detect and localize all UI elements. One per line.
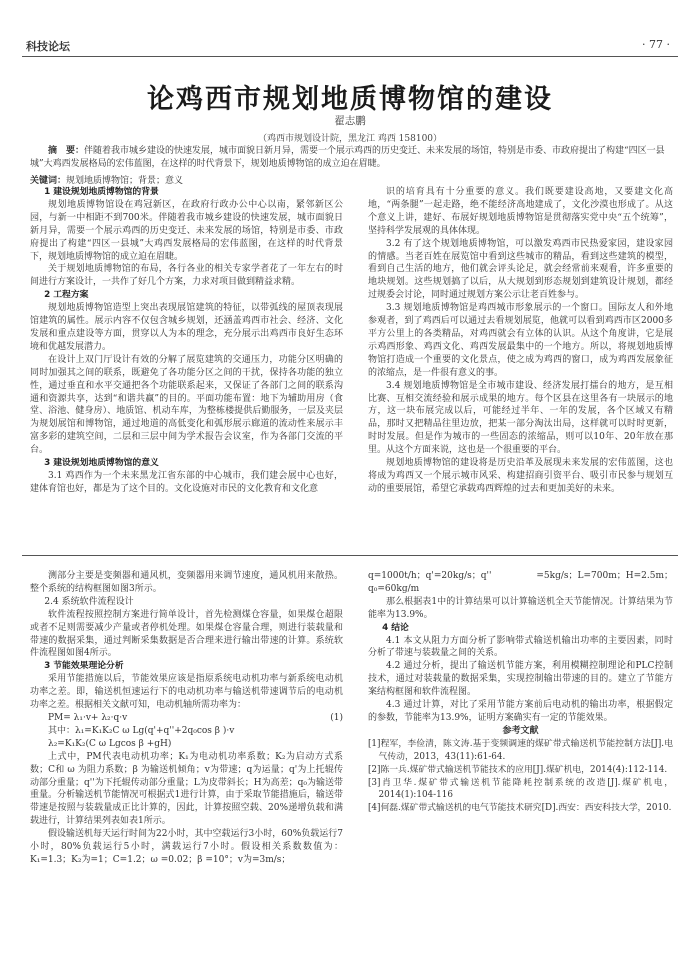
article-title: 论鸡西市规划地质博物馆的建设: [147, 84, 553, 115]
paragraph: 上式中，PM代表电动机功率；K₁为电动机功率系数；K₂为启动方式系数；C和 ω 为阻力系数；β 为输送机倾角；v为带速；q为运量；q'为上托辊传动部分重量；q''为下托辊传动部分重量；L为皮带斜长；H为高差；q₀为输送带重量。分析输送机节能情况可根据式1进行计算，由于采取节能措施后，输送带带速是按照与装载量成正比计算的，因此，计算按照空载、20%递增负载和满载进行，计算结果列表如表1所示。: [30, 751, 343, 827]
references-heading: 参考文献: [502, 725, 539, 736]
article-author: 翟志鹏: [334, 115, 366, 127]
journal-section-label: 科技论坛: [26, 40, 70, 53]
section-heading: 3 建设规划地质博物馆的意义: [44, 458, 159, 469]
author-affiliation: （鸡西市规划设计院，黑龙江 鸡西 158100）: [257, 134, 443, 144]
keywords: [30, 173, 183, 186]
paragraph: 3.1 鸡西作为一个未来黑龙江省东部的中心城市，我们建会展中心也好，建体育馆也好，都是为了这个目的。文化设施对市民的文化教育和文化意: [30, 470, 343, 494]
paragraph: 测部分主要是变频器和通风机，变频器用来调节速度，通风机用来散热。整个系统的结构框图如图3所示。: [30, 571, 343, 594]
header-rule: [22, 56, 678, 57]
reference-item: [3]肖卫华.煤矿带式输送机节能降耗控制系统的改造[J].煤矿机电，2014(1):104-116: [368, 777, 673, 801]
paragraph: 规划地质博物馆造型上突出表现展馆建筑的特征，以带弧线的屋顶表现展馆建筑的属性。展示内容不仅包含城乡规划，还涵盖鸡西市社会、经济、文化发展和重点建设等方面，贯穿以人为本的理念，充分展示出鸡西市良好生态环境和优越发展潜力。: [30, 303, 343, 352]
equation: [30, 712, 343, 725]
abstract-text: 伴随着我市城乡建设的快速发展，城市面貌日新月异，需要一个展示鸡西的历史变迁、未来发展的场馆，特别是市委、市政府提出了构建“四区一县城”大鸡西发展格局的宏伟蓝图，在这样的时代背景下，规划地质博物馆的成立迫在眉睫。: [30, 146, 665, 169]
article2-column-right: [368, 570, 673, 815]
keywords-label: 关键词：: [30, 176, 67, 186]
section-heading: 1 建设规划地质博物馆的背景: [44, 187, 159, 197]
abstract-label: 摘 要：: [48, 146, 85, 156]
subsection-heading: 2.4 系统软件流程设计: [44, 596, 134, 607]
keywords-text: 规划地质博物馆；背景；意义: [66, 176, 184, 186]
abstract: [30, 145, 672, 170]
article-column-left: [30, 186, 343, 496]
reference-item: [4]何磊.煤矿带式输送机的电气节能技术研究[D].西安：西安科技大学，2010.: [368, 803, 672, 814]
equation-number: (1): [330, 712, 343, 723]
paragraph: 采用节能措施以后，节能效果应该是指原系统电动机功率与新系统电动机功率之差。即，输送机恒速运行下的电动机功率与输送机带速调节后的电动机功率之差。根据相关文献可知，电动机轴所需功率为：: [30, 674, 343, 711]
equation-text: PM= λ₁·v+ λ₂·q·v: [48, 712, 128, 723]
paragraph: 规划地质博物馆的建设将是历史沿革及展现未来发展的宏伟蓝图，这也将成为鸡西又一个展示城市风采、构建招商引资平台、吸引市民参与规划互动的重要展馆，希望它承载鸡西辉煌的过去和更加美好的未来。: [368, 458, 673, 494]
paragraph: 3.2 有了这个规划地质博物馆，可以激发鸡西市民热爱家园，建设家园的情感。当老百姓在展览馆中看到这些城市的精品，看到这些建筑的模型，看到自己生活的地方，他们就会评头论足，就会经常前来观看，许多重要的地块规划。这些规划搞了以后，从大规划到形态规划到建筑设计规划，都经过规委会讨论，同时通过规划方案公示让老百姓参与。: [368, 238, 673, 301]
paragraph: 4.3 通过计算，对比了采用节能方案前后电动机的输出功率，根据假定的参数，节能率为13.9%，证明方案确实有一定的节能效果。: [368, 700, 673, 723]
section-heading: 2 工程方案: [44, 290, 89, 301]
paragraph: 其中：λ₁=K₁K₂C ω Lg(q'+q''+2q₀cos β )·v: [48, 725, 235, 736]
paragraph: 4.2 通过分析，提出了输送机节能方案，利用模糊控制理论和PLC控制技术，通过对装载量的数据采集，实现控制输出带速的目的。建立了节能方案结构框图和软件流程图。: [368, 661, 673, 698]
reference-item: [2]陈一兵.煤矿带式输送机节能技术的应用[J].煤矿机电，2014(4):112-114.: [368, 764, 668, 775]
paragraph: 那么根据表1中的计算结果可以计算输送机全天节能情况。计算结果为节能率为13.9%。: [368, 596, 673, 620]
paragraph: 4.1 本文从阻力方面分析了影响带式输送机输出功率的主要因素，同时分析了带速与装载量之间的关系。: [368, 635, 673, 659]
paragraph: 软件流程按照控制方案进行简单设计，首先检测煤仓容量，如果煤仓超限或者不足则需要减少产量或者停机处理。如果煤仓容量合理，则进行装载量和带速的数据采集，通过判断采集数据是否合理来进行输出带速的计算。系统软件流程图如图4所示。: [30, 609, 343, 659]
article-column-right: [368, 186, 673, 496]
paragraph: 在设计上双门厅设计有效的分解了展览建筑的交通压力，功能分区明确的同时加强其之间的联系，既避免了各功能分区之间的干扰，保持各功能的独立性，通过垂直和水平交通把各个功能联系起来，又保证了各部门之间的联系沟通和资源共享，达到“和谐共赢”的目的。平面功能布置：地下为辅助用房（食堂、浴池、健身房）、地质馆、机动车库，为整栋楼提供后勤服务，一层及夹层为规划展馆和博物馆，通过地道的高低变化和弧形展示廊道的流动性来展示丰富多彩的建筑空间，二层和三层中间为学术报告会议室，作为各部门交流的平台。: [30, 354, 343, 456]
paragraph: λ₂=K₁K₂(C ω Lgcos β +gH): [48, 738, 172, 749]
article-divider: [22, 555, 678, 556]
paragraph: 关于规划地质博物馆的布局，各行各业的相关专家学者花了一年左右的时间进行方案设计，一共作了好几个方案，力求对项目做到精益求精。: [30, 264, 343, 288]
page-number: · 77 ·: [642, 38, 670, 51]
paragraph: q=1000t/h；q'=20kg/s；q'' =5kg/s；L=700m；H=2.5m；q₀=60kg/m: [368, 571, 673, 594]
paragraph: 识的培育具有十分重要的意义。我们既要建设高地，又要建文化高地，“两条腿”一起走路，绝不能经济高地建成了，文化沙漠也形成了。从这个意义上讲，建好、布展好规划地质博物馆是贯彻落实党中央“五个统筹”，坚持科学发展观的具体体现。: [368, 187, 673, 236]
paragraph: 规划地质博物馆设在鸡冠新区，在政府行政办公中心以南，紧邻新区公园，与新一中相距不到700米。伴随着我市城乡建设的快速发展，城市面貌日新月异，需要一个展示鸡西的历史变迁、未来发展的场馆，特别是市委、市政府提出了构建“四区一县城”大鸡西发展格局的宏伟蓝图，在这样的时代背景下，规划地质博物馆的成立迫在眉睫。: [30, 199, 343, 262]
reference-item: [1]程军，李俭清，陈文涛.基于变频调速的煤矿带式输送机节能控制方法[J].电气传动，2013，43(11):61-64.: [368, 738, 673, 762]
paragraph: 3.4 规划地质博物馆是全市城市建设、经济发展打擂台的地方，是互相比赛、互相交流经验和展示成果的地方。每个区县在这里各有一块展示的地方，这一块布展完成以后，可能经过半年、一年的发展，各个区域又有精品，那时又把精品往里边放，把某一部分淘汰出局，这样就可以时时更新，时时发展。但是作为城市的一些固态的浓缩品，则可以10年、20年放在那里。从这个方面来说，这也是一个很重要的平台。: [368, 380, 673, 456]
paragraph: 假设输送机每天运行时间为22小时，其中空载运行3小时，60%负载运行7小时，80%负载运行5小时，满载运行7小时。假设相关系数数值为：K₁=1.3；K₂为=1；C=1.2；ω =0.02；β =10°；v为=3m/s；: [30, 829, 343, 865]
section-heading: 3 节能效果理论分析: [44, 661, 124, 672]
article2-column-left: [30, 570, 343, 867]
paragraph: 3.3 规划地质博物馆是鸡西城市形象展示的一个窗口。国际友人和外地参观者，到了鸡西后可以通过去看规划展览，他就可以看到鸡西市区2000多平方公里上的各类精品，对鸡西就会有立体的认识。从这个角度讲，它是展示鸡西形象、鸡西文化、鸡西发展最集中的一个地方。所以，将规划地质博物馆打造成一个重要的文化景点，使之成为鸡西的窗口，成为鸡西发展象征的浓缩点，是一件很有意义的事。: [368, 303, 673, 378]
section-heading: 4 结论: [382, 622, 409, 633]
